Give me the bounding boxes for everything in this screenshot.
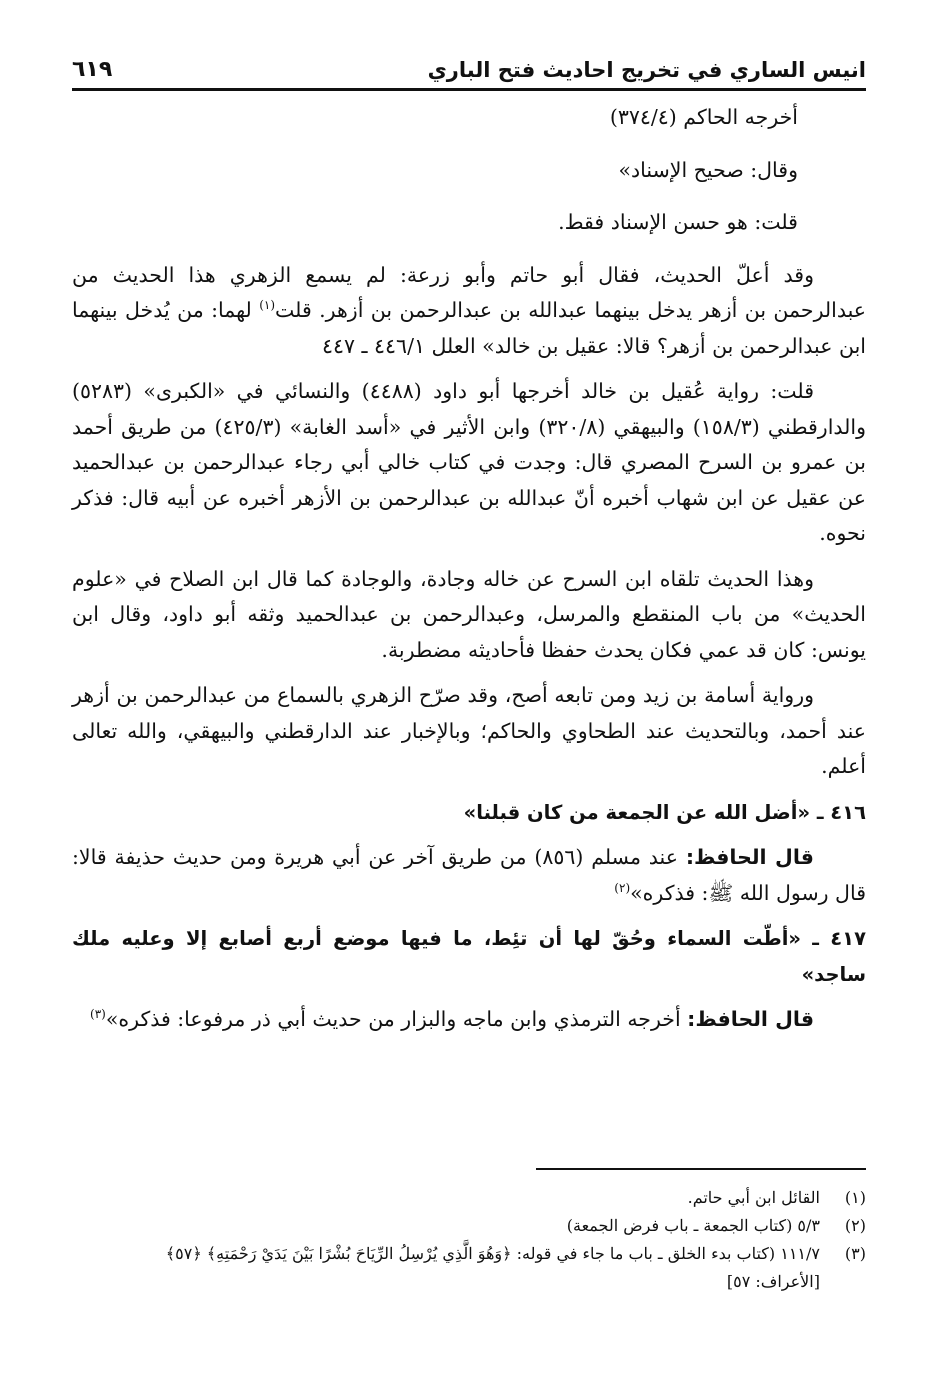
footnote-marker: (٣) (90, 1007, 106, 1022)
paragraph-text: لهما: من يُدخل بينهما ابن عبدالرحمن بن أزهر؟ قالا: عقيل بن خالد» العلل ٤٤٦/١ ـ ٤٤٧ (72, 298, 866, 358)
footnote-text: القائل ابن أبي حاتم. (687, 1188, 820, 1207)
paragraph (72, 840, 866, 911)
footnote (72, 1184, 866, 1212)
footnote (72, 1240, 866, 1268)
running-title: انيس الساري في تخريج احاديث فتح الباري (427, 58, 866, 82)
footnote-marker: (١) (259, 298, 276, 313)
main-text (72, 100, 866, 1048)
footnote-text: ٥/٣ (كتاب الجمعة ـ باب فرض الجمعة) (566, 1216, 820, 1235)
hafiz-label: قال الحافظ: (685, 845, 814, 869)
paragraph (72, 258, 866, 365)
text-line: وقال: صحيح الإسناد» (618, 157, 798, 182)
paragraph: وهذا الحديث تلقاه ابن السرح عن خاله وجادة، والوجادة كما قال ابن الصلاح في «علوم الحديث» من باب المنقطع والمرسل، وعبدالرحمن بن عبدالحميد وثقه أبو داود، وقال ابن يونس: كان قد عمي فكان يحدث حفظا فأحاديثه مضطربة. (72, 566, 866, 662)
page-number: ٦١٩ (72, 57, 113, 82)
hafiz-label: قال الحافظ: (687, 1007, 814, 1031)
paragraph-text: أخرجه الترمذي وابن ماجه والبزار من حديث أبي ذر مرفوعا: فذكره» (105, 1007, 688, 1031)
footnote (72, 1212, 866, 1240)
footnote-separator (536, 1168, 866, 1170)
paragraph: قلت: رواية عُقيل بن خالد أخرجها أبو داود (٤٤٨٨) والنسائي في «الكبرى» (٥٢٨٣) والدارقطني (١٥٨/٣) والبيهقي (٣٢٠/٨) وابن الأثير في «أسد الغابة» (٤٢٥/٣) من طريق أحمد بن عمرو بن السرح المصري قال: وجدت في كتاب خالي أبي رجاء عبدالرحمن بن عبدالحميد عن عقيل عن ابن شهاب أخبره أنّ عبدالله بن عبدالرحمن بن الأزهر أخبره عن أبيه قال: فذكر نحوه. (72, 379, 867, 545)
paragraph-text: عند مسلم (٨٥٦) من طريق آخر عن أبي هريرة ومن حديث حذيفة قالا: قال رسول الله ﷺ: فذكره» (72, 845, 866, 905)
footnote-continuation: [الأعراف: ٥٧] (726, 1272, 820, 1291)
text-line: أخرجه الحاكم (٣٧٤/٤) (609, 105, 798, 129)
hadith-heading: ٤١٧ ـ «أطّت السماء وحُقّ لها أن تئِط، ما فيها موضع أربع أصابع إلا وعليه ملك ساجد» (72, 927, 866, 986)
paragraph-text: وقد أعلّ الحديث، فقال أبو حاتم وأبو زرعة: لم يسمع الزهري هذا الحديث من عبدالرحمن بن أزهر يدخل بينهما عبدالله بن عبدالرحمن بن أزهر. قلت (72, 262, 866, 322)
paragraph: ورواية أسامة بن زيد ومن تابعه أصح، وقد صرّح الزهري بالسماع من عبدالرحمن بن أزهر عند أحمد، وبالتحديث عند الطحاوي والحاكم؛ وبالإخبار عند الدارقطني والبيهقي، والله تعالى أعلم. (72, 683, 866, 778)
hadith-heading: ٤١٦ ـ «أضل الله عن الجمعة من كان قبلنا» (463, 800, 866, 824)
page-header (72, 44, 866, 91)
footnote-number: (٣) (844, 1244, 866, 1263)
footnote-marker: (٢) (614, 880, 631, 895)
text-line: قلت: هو حسن الإسناد فقط. (558, 210, 798, 234)
footnote-text: ١١١/٧ (كتاب بدء الخلق ـ باب ما جاء في قوله: ﴿وَهُوَ الَّذِي يُرْسِلُ الرِّيَاحَ بُشْرًا بَيْنَ يَدَيْ رَحْمَتِهِ﴾ ﴿٥٧﴾ (165, 1244, 820, 1263)
footnotes (72, 1184, 866, 1296)
paragraph (72, 1002, 866, 1038)
footnote-number: (٢) (844, 1216, 866, 1235)
footnote-number: (١) (844, 1188, 866, 1207)
